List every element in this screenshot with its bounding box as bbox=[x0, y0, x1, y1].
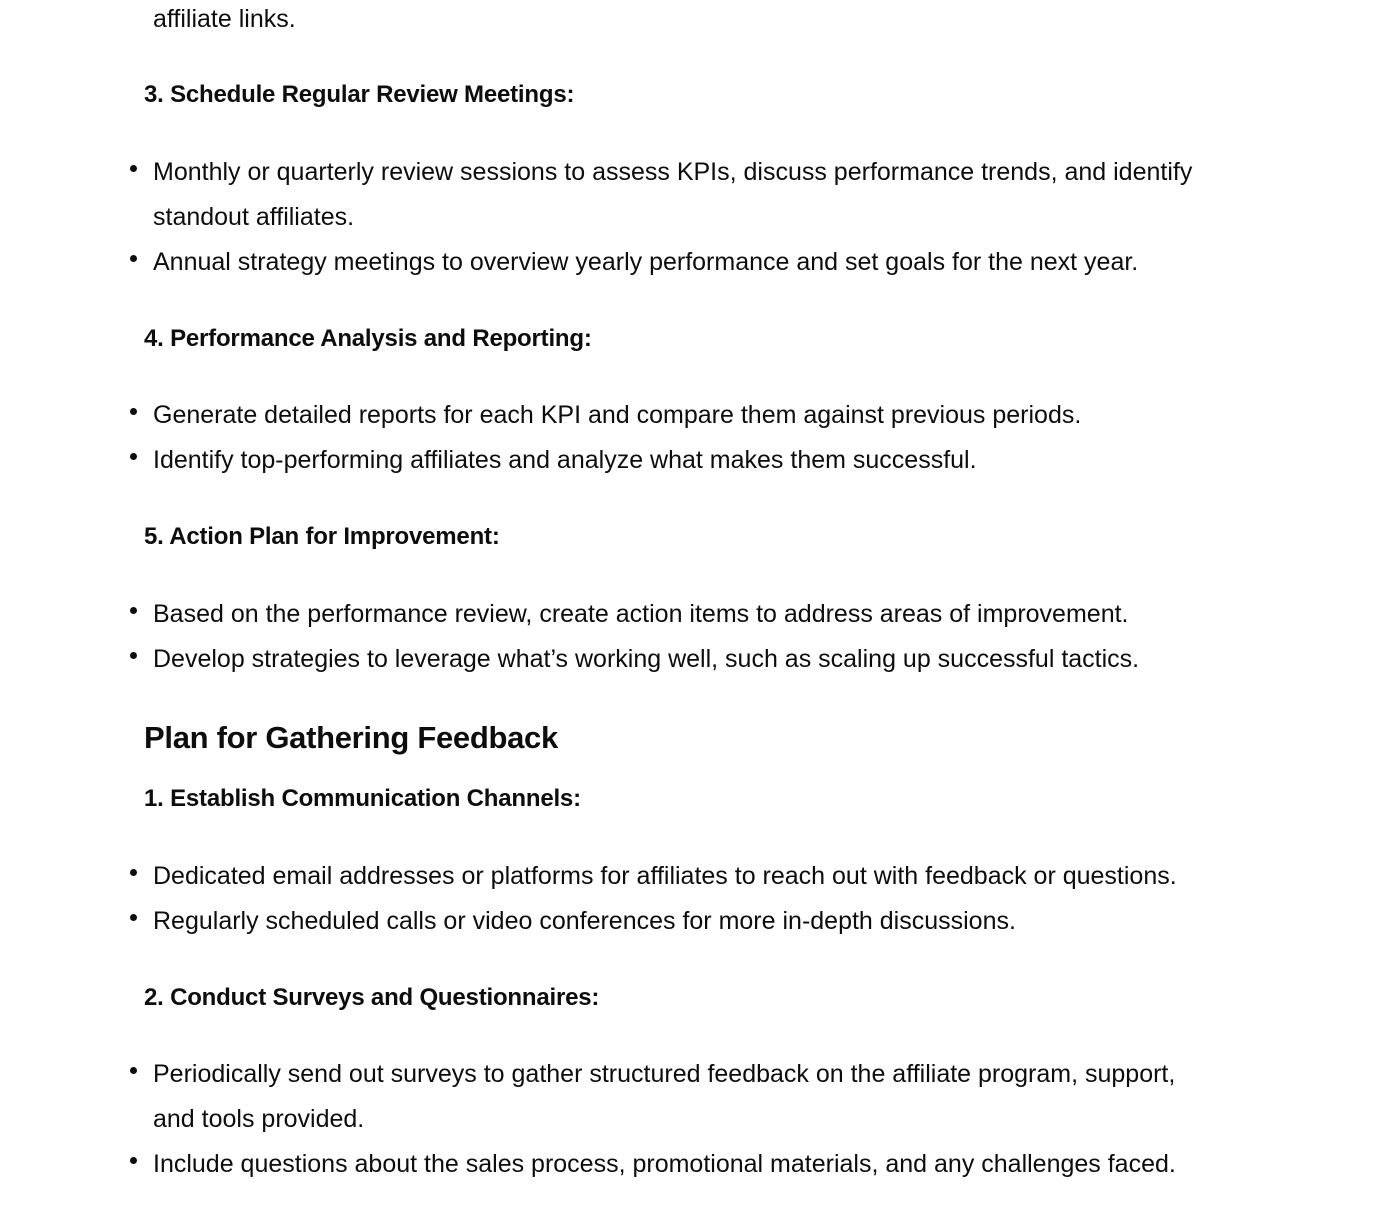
bullet-dot bbox=[130, 652, 137, 659]
list-item: Include questions about the sales process, promotional materials, and any challenges faced. bbox=[153, 1150, 1176, 1178]
list-item: Identify top-performing affiliates and analyze what makes them successful. bbox=[153, 446, 977, 474]
bullet-dot bbox=[130, 869, 137, 876]
bullet-dot bbox=[130, 914, 137, 921]
bullet-dot bbox=[130, 607, 137, 614]
list-item-continuation: and tools provided. bbox=[153, 1105, 365, 1133]
list-item: Monthly or quarterly review sessions to assess KPIs, discuss performance trends, and identify bbox=[153, 158, 1193, 186]
bullet-dot bbox=[130, 453, 137, 460]
list-item: Periodically send out surveys to gather structured feedback on the affiliate program, support, bbox=[153, 1060, 1176, 1088]
bullet-dot bbox=[130, 1067, 137, 1074]
bullet-dot bbox=[130, 165, 137, 172]
section-title-feedback: Plan for Gathering Feedback bbox=[144, 720, 558, 755]
list-item: Dedicated email addresses or platforms for affiliates to reach out with feedback or questions. bbox=[153, 862, 1177, 890]
bullet-dot bbox=[130, 255, 137, 262]
bullet-dot bbox=[130, 408, 137, 415]
heading-review-meetings: 3. Schedule Regular Review Meetings: bbox=[144, 81, 575, 108]
paragraph-fragment: affiliate links. bbox=[153, 5, 296, 33]
heading-communication-channels: 1. Establish Communication Channels: bbox=[144, 785, 581, 812]
bullet-dot bbox=[130, 1157, 137, 1164]
list-item: Regularly scheduled calls or video conferences for more in-depth discussions. bbox=[153, 907, 1016, 935]
list-item: Based on the performance review, create action items to address areas of improvement. bbox=[153, 600, 1129, 628]
heading-surveys: 2. Conduct Surveys and Questionnaires: bbox=[144, 984, 600, 1011]
list-item-continuation: standout affiliates. bbox=[153, 203, 355, 231]
heading-action-plan: 5. Action Plan for Improvement: bbox=[144, 523, 500, 550]
list-item: Develop strategies to leverage what’s working well, such as scaling up successful tactics. bbox=[153, 645, 1140, 673]
heading-analysis-reporting: 4. Performance Analysis and Reporting: bbox=[144, 325, 592, 352]
list-item: Annual strategy meetings to overview yearly performance and set goals for the next year. bbox=[153, 248, 1139, 276]
list-item: Generate detailed reports for each KPI and compare them against previous periods. bbox=[153, 401, 1082, 429]
